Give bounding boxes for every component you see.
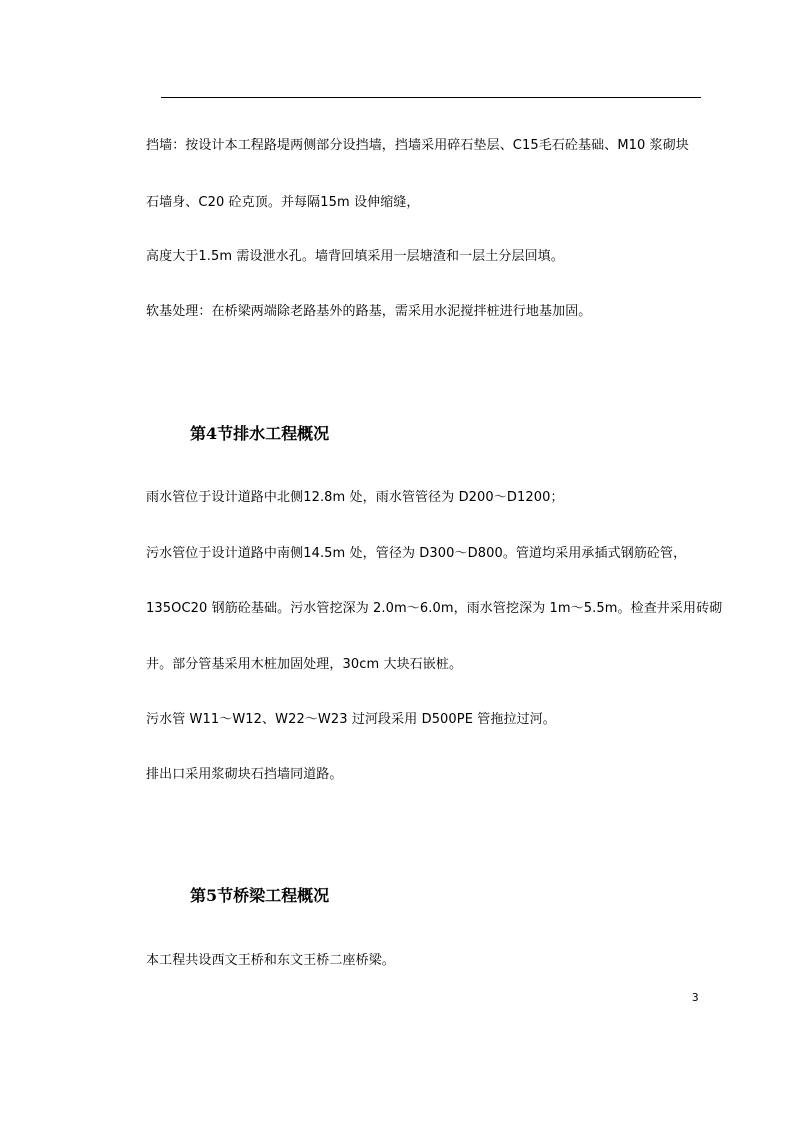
paragraph-retaining-wall-line3: 高度大于1.5m 需设泄水孔。墙背回填采用一层塘渣和一层土分层回填。 <box>146 249 564 264</box>
paragraph-retaining-wall-line2: 石墙身、C20 砼克顶。并每隔15m 设伸缩缝， <box>146 195 420 210</box>
paragraph-bridges: 本工程共设西文王桥和东文王桥二座桥梁。 <box>146 953 395 968</box>
paragraph-sewage-pipe-line2: 135OC20 钢筋砼基础。污水管挖深为 2.0m～6.0m，雨水管挖深为 1m～5.5m。检查井采用砖砌 <box>146 601 723 616</box>
paragraph-rainwater-pipe: 雨水管位于设计道路中北侧12.8m 处，雨水管管径为 D200～D1200； <box>146 490 564 505</box>
paragraph-sewage-pipe-line1: 污水管位于设计道路中南侧14.5m 处，管径为 D300～D800。管道均采用承插式钢筋砼管， <box>146 546 687 561</box>
header-rule <box>161 97 701 98</box>
section-heading-bridge: 第5节桥梁工程概况 <box>190 886 330 905</box>
section-heading-drainage: 第4节排水工程概况 <box>190 424 330 443</box>
paragraph-outlet: 排出口采用浆砌块石挡墙同道路。 <box>146 767 343 782</box>
paragraph-soft-foundation: 软基处理：在桥梁两端除老路基外的路基，需采用水泥搅拌桩进行地基加固。 <box>146 304 592 319</box>
paragraph-river-crossing: 污水管 W11～W12、W22～W23 过河段采用 D500PE 管拖拉过河。 <box>146 712 556 727</box>
paragraph-retaining-wall-line1: 挡墙：按设计本工程路堤两侧部分设挡墙，挡墙采用碎石垫层、C15毛石砼基础、M10 浆砌块 <box>146 138 689 153</box>
paragraph-sewage-pipe-line3: 井。部分管基采用木桩加固处理，30cm 大块石嵌桩。 <box>146 657 463 672</box>
page-number: 3 <box>692 991 699 1004</box>
